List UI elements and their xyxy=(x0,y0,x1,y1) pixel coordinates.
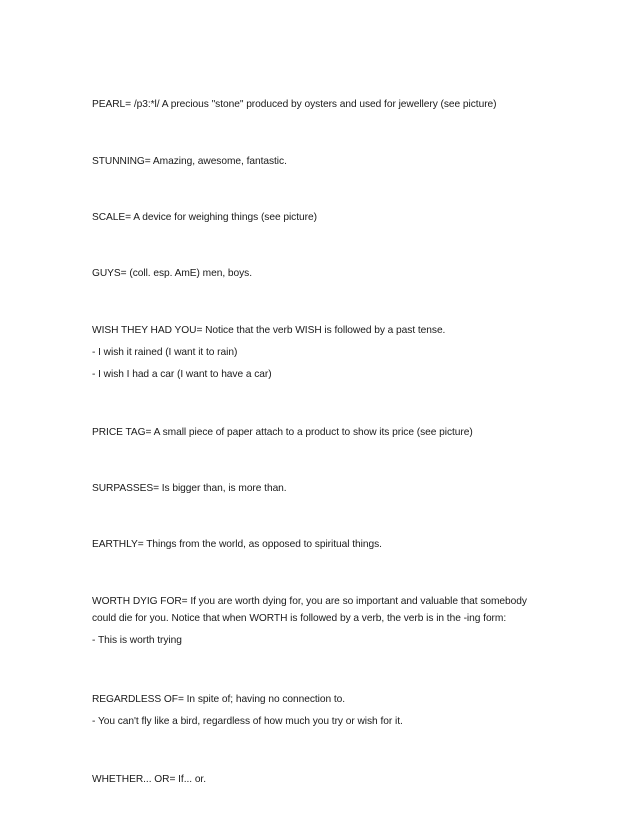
entry-pearl: PEARL= /p3:*l/ A precious "stone" produced by oysters and used for jewellery (see picture) xyxy=(92,99,497,110)
entry-earthly: EARTHLY= Things from the world, as opposed to spiritual things. xyxy=(92,539,382,550)
entry-guys: GUYS= (coll. esp. AmE) men, boys. xyxy=(92,268,252,279)
entry-scale: SCALE= A device for weighing things (see picture) xyxy=(92,212,317,223)
example-worth-trying: - This is worth trying xyxy=(92,635,182,646)
entry-whether-or: WHETHER... OR= If... or. xyxy=(92,774,206,785)
entry-price-tag: PRICE TAG= A small piece of paper attach to a product to show its price (see picture) xyxy=(92,427,473,438)
entry-stunning: STUNNING= Amazing, awesome, fantastic. xyxy=(92,156,287,167)
entry-worth-dying-for: WORTH DYIG FOR= If you are worth dying for, you are so important and valuable that somebody xyxy=(92,596,527,607)
entry-wish: WISH THEY HAD YOU= Notice that the verb WISH is followed by a past tense. xyxy=(92,325,446,336)
entry-regardless-of: REGARDLESS OF= In spite of; having no connection to. xyxy=(92,694,346,705)
example-wish-car: - I wish I had a car (I want to have a car) xyxy=(92,369,272,380)
example-wish-rained: - I wish it rained (I want it to rain) xyxy=(92,347,238,358)
entry-worth-dying-for-continued: could die for you. Notice that when WORTH is followed by a verb, the verb is in the -ing form: xyxy=(92,613,507,624)
entry-surpasses: SURPASSES= Is bigger than, is more than. xyxy=(92,483,287,494)
example-regardless-of: - You can't fly like a bird, regardless of how much you try or wish for it. xyxy=(92,716,403,727)
